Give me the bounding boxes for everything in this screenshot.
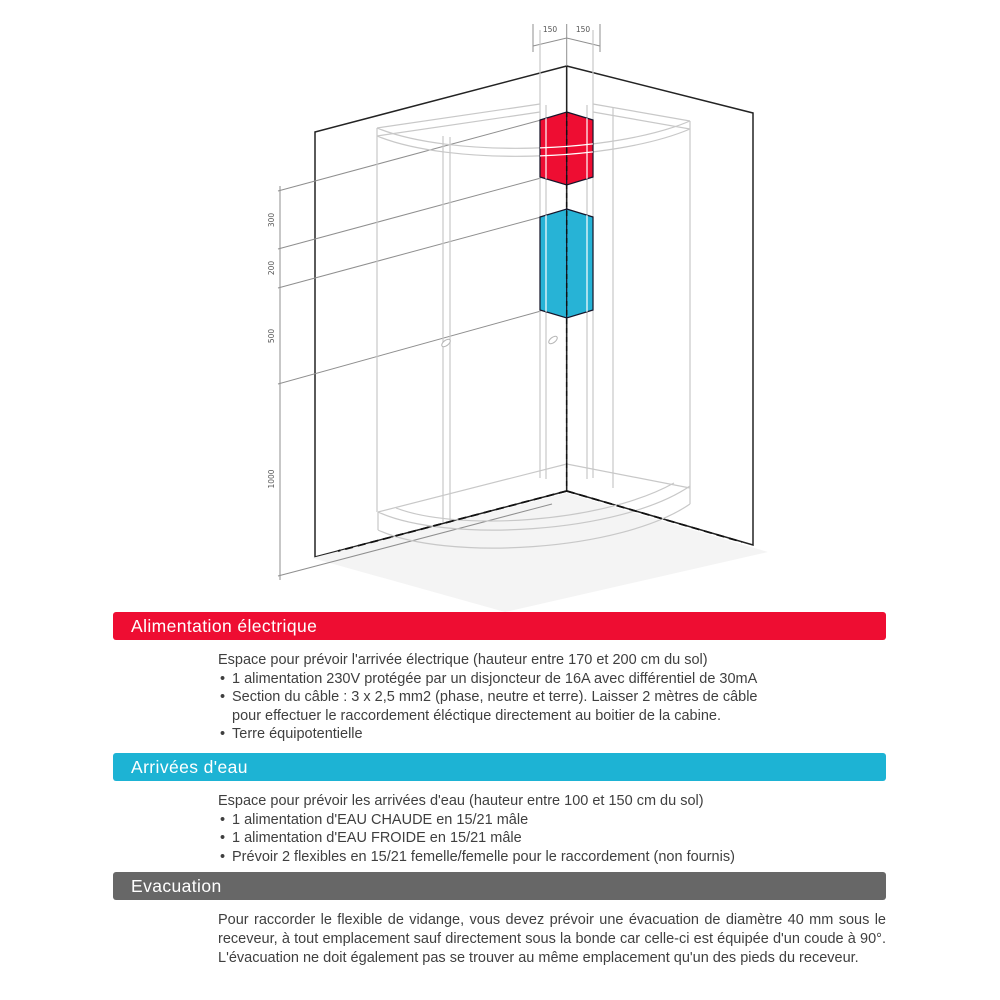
section-title-evacuation: Evacuation xyxy=(131,875,222,896)
section-title-electrical: Alimentation électrique xyxy=(131,615,318,636)
dim-label-150-left: 150 xyxy=(542,25,558,34)
dim-label-200: 200 xyxy=(267,260,276,276)
dim-label-500: 500 xyxy=(267,328,276,344)
section-header-electrical xyxy=(113,612,886,640)
electrical-bullet-2-line2: pour effectuer le raccordement éléctique directement au boitier de la cabine. xyxy=(232,707,721,724)
electrical-bullet-1: • 1 alimentation 230V protégée par un disjoncteur de 16A avec différentiel de 30mA xyxy=(218,670,890,689)
wall-panels xyxy=(315,66,753,557)
water-bullet-2: • 1 alimentation d'EAU FROIDE en 15/21 mâle xyxy=(218,829,890,848)
dim-label-150-right: 150 xyxy=(575,25,591,34)
section-body-water xyxy=(218,792,890,866)
electrical-bullet-3: • Terre équipotentielle xyxy=(218,725,890,744)
section-header-water xyxy=(113,753,886,781)
water-intro: Espace pour prévoir les arrivées d'eau (hauteur entre 100 et 150 cm du sol) xyxy=(218,793,704,809)
dim-label-300: 300 xyxy=(267,212,276,228)
section-body-electrical xyxy=(218,651,890,744)
section-title-water: Arrivées d'eau xyxy=(131,756,248,777)
water-bullet-1: • 1 alimentation d'EAU CHAUDE en 15/21 mâle xyxy=(218,811,890,830)
electrical-bullet-2-line1: Section du câble : 3 x 2,5 mm2 (phase, neutre et terre). Laisser 2 mètres de câble xyxy=(232,689,758,705)
water-bullet-3: • Prévoir 2 flexibles en 15/21 femelle/femelle pour le raccordement (non fournis) xyxy=(218,848,890,867)
electrical-intro: Espace pour prévoir l'arrivée électrique (hauteur entre 170 et 200 cm du sol) xyxy=(218,652,708,668)
electrical-bullet-2 xyxy=(218,688,890,725)
section-header-evacuation xyxy=(113,872,886,900)
dim-label-1000: 1000 xyxy=(267,469,276,489)
section-body-evacuation: Pour raccorder le flexible de vidange, vous devez prévoir une évacuation de diamètre 40 mm sous le receveur, à tout emplacement sauf directement sous la bonde car celle-ci est équipée d'un coude à 90°. L'évacuation ne doit également pas se trouver au même emplacement qu'un des pieds du receveur. xyxy=(218,912,886,966)
